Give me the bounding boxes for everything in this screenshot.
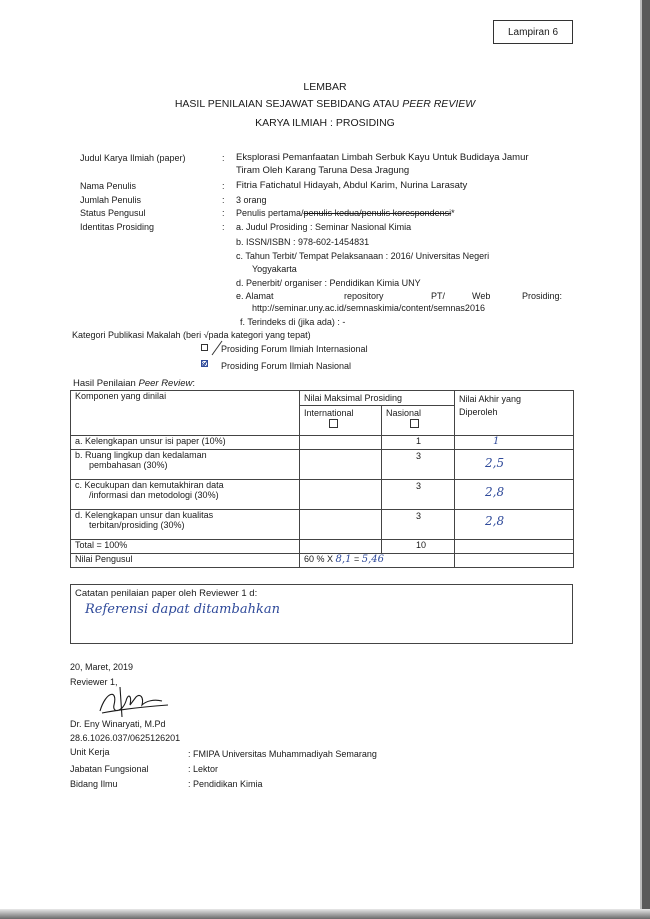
checkbox-internasional[interactable] bbox=[201, 344, 208, 351]
page-edge-bottom bbox=[0, 909, 650, 919]
header-akhir-1: Nilai Akhir yang bbox=[459, 394, 522, 404]
colon: : bbox=[222, 208, 225, 218]
status-value bbox=[236, 208, 455, 218]
signature-date: 20, Maret, 2019 bbox=[70, 662, 134, 672]
row-c-akhir: 2,8 bbox=[455, 480, 574, 510]
row-d-label-1: d. Kelengkapan unsur dan kualitas bbox=[75, 510, 214, 520]
status-label: Status Pengusul bbox=[80, 208, 146, 218]
nama-value: Fitria Fatichatul Hidayah, Abdul Karim, Nurina Larasaty bbox=[236, 180, 468, 191]
total-akhir bbox=[455, 540, 574, 554]
row-b-label-2: pembahasan (30%) bbox=[89, 460, 168, 470]
row-a-akhir: 1 bbox=[455, 436, 574, 450]
row-d-label bbox=[71, 510, 300, 540]
pengusul-formula bbox=[300, 554, 455, 568]
status-struck: penulis kedua/penulis korespondensi bbox=[303, 208, 452, 218]
colon: : bbox=[222, 195, 225, 205]
catatan-box bbox=[70, 584, 573, 644]
bidang-value: : Pendidikan Kimia bbox=[188, 779, 263, 789]
row-c-label-2: /informasi dan metodologi (30%) bbox=[89, 490, 219, 500]
colon: : bbox=[222, 181, 225, 191]
title-line-1: LEMBAR bbox=[303, 81, 347, 93]
hasil-label bbox=[73, 378, 195, 389]
judul-value-1: Eksplorasi Pemanfaatan Limbah Serbuk Kayu Untuk Budidaya Jamur bbox=[236, 152, 529, 163]
bidang-label: Bidang Ilmu bbox=[70, 779, 118, 789]
identitas-e-4: Web bbox=[472, 291, 491, 301]
unit-value: : FMIPA Universitas Muhammadiyah Semarang bbox=[188, 749, 377, 759]
identitas-e-url: http://seminar.uny.ac.id/semnaskimia/content/semnas2016 bbox=[252, 303, 485, 313]
pengusul-akhir bbox=[455, 554, 574, 568]
page-edge bbox=[642, 0, 650, 919]
pengusul-eq: = bbox=[353, 554, 360, 564]
row-b-nasional: 3 bbox=[382, 450, 455, 480]
jumlah-label: Jumlah Penulis bbox=[80, 195, 142, 205]
identitas-e-3: PT/ bbox=[431, 291, 446, 301]
checkmark-icon bbox=[201, 360, 208, 367]
total-label: Total = 100% bbox=[71, 540, 300, 554]
judul-value-2: Tiram Oleh Karang Taruna Desa Jragung bbox=[236, 165, 410, 176]
header-nasional bbox=[382, 406, 455, 436]
pengusul-hand-1: 8,1 bbox=[335, 554, 352, 565]
colon: : bbox=[222, 222, 225, 232]
header-akhir-2: Diperoleh bbox=[459, 407, 498, 417]
kategori-nasional: Prosiding Forum Ilmiah Nasional bbox=[221, 361, 352, 371]
row-d-international bbox=[300, 510, 382, 540]
row-c-label bbox=[71, 480, 300, 510]
review-table bbox=[70, 390, 574, 568]
nama-label: Nama Penulis bbox=[80, 181, 137, 191]
colon: : bbox=[222, 153, 225, 163]
hasil-label-italic: Peer Review bbox=[138, 378, 193, 389]
identitas-c2: Yogyakarta bbox=[252, 264, 297, 274]
row-c-international bbox=[300, 480, 382, 510]
pengusul-hand-2: 5,46 bbox=[361, 554, 385, 565]
signature-reviewer: Reviewer 1, bbox=[70, 677, 118, 687]
row-a-label: a. Kelengkapan unsur isi paper (10%) bbox=[71, 436, 300, 450]
row-c-label-1: c. Kecukupan dan kemutakhiran data bbox=[75, 480, 224, 490]
lampiran-box: Lampiran 6 bbox=[493, 20, 573, 44]
jabatan-value: : Lektor bbox=[188, 764, 219, 774]
international-checkbox[interactable] bbox=[329, 419, 338, 428]
row-a-international bbox=[300, 436, 382, 450]
header-nilai-akhir bbox=[455, 391, 574, 436]
identitas-label: Identitas Prosiding bbox=[80, 222, 155, 232]
identitas-a: a. Judul Prosiding : Seminar Nasional Kimia bbox=[236, 222, 412, 232]
row-c-nasional: 3 bbox=[382, 480, 455, 510]
identitas-e-1: e. Alamat bbox=[236, 291, 274, 301]
row-d-label-2: terbitan/prosiding (30%) bbox=[89, 520, 185, 530]
header-komponen: Komponen yang dinilai bbox=[71, 391, 300, 436]
identitas-f: f. Terindeks di (jika ada) : - bbox=[240, 317, 346, 327]
total-international bbox=[300, 540, 382, 554]
identitas-e-2: repository bbox=[344, 291, 384, 301]
signature-icon bbox=[92, 683, 172, 721]
kategori-internasional: Prosiding Forum Ilmiah Internasional bbox=[221, 344, 368, 354]
signature-name: Dr. Eny Winaryati, M.Pd bbox=[70, 719, 166, 729]
header-nilai-maks: Nilai Maksimal Prosiding bbox=[300, 391, 455, 406]
hasil-label-suffix: : bbox=[192, 378, 195, 389]
title-line-3: KARYA ILMIAH : PROSIDING bbox=[255, 117, 395, 129]
row-b-international bbox=[300, 450, 382, 480]
header-nasional-label: Nasional bbox=[386, 408, 422, 418]
row-b-label bbox=[71, 450, 300, 480]
identitas-c1: c. Tahun Terbit/ Tempat Pelaksanaan : 2016/ Universitas Negeri bbox=[236, 251, 490, 261]
title-line-2: HASIL PENILAIAN SEJAWAT SEBIDANG ATAU PEER REVIEW bbox=[174, 98, 476, 110]
checkbox-nasional[interactable] bbox=[201, 360, 208, 367]
row-a-nasional: 1 bbox=[382, 436, 455, 450]
row-b-akhir: 2,5 bbox=[455, 450, 574, 480]
jabatan-label: Jabatan Fungsional bbox=[70, 764, 149, 774]
identitas-b: b. ISSN/ISBN : 978-602-1454831 bbox=[236, 237, 370, 247]
status-mark: * bbox=[451, 208, 455, 218]
row-d-akhir: 2,8 bbox=[455, 510, 574, 540]
identitas-e-5: Prosiding: bbox=[522, 291, 563, 301]
hasil-label-prefix: Hasil Penilaian bbox=[73, 378, 139, 389]
header-international bbox=[300, 406, 382, 436]
unit-label: Unit Kerja bbox=[70, 747, 110, 757]
pengusul-prefix: 60 % X bbox=[304, 554, 334, 564]
total-nasional: 10 bbox=[382, 540, 455, 554]
nasional-checkbox[interactable] bbox=[410, 419, 419, 428]
pengusul-label: Nilai Pengusul bbox=[71, 554, 300, 568]
identitas-d: d. Penerbit/ organiser : Pendidikan Kimia UNY bbox=[236, 278, 421, 288]
row-d-nasional: 3 bbox=[382, 510, 455, 540]
jumlah-value: 3 orang bbox=[236, 195, 267, 205]
header-international-label: International bbox=[304, 408, 354, 418]
row-b-label-1: b. Ruang lingkup dan kedalaman bbox=[75, 450, 207, 460]
signature-nip: 28.6.1026.037/0625126201 bbox=[70, 733, 181, 743]
kategori-label: Kategori Publikasi Makalah (beri √pada kategori yang tepat) bbox=[72, 330, 311, 340]
judul-label: Judul Karya Ilmiah (paper) bbox=[80, 153, 186, 163]
catatan-comment: Referensi dapat ditambahkan bbox=[85, 602, 280, 617]
catatan-heading: Catatan penilaian paper oleh Reviewer 1 d: bbox=[75, 588, 258, 599]
status-selected: Penulis pertama/ bbox=[236, 208, 304, 218]
